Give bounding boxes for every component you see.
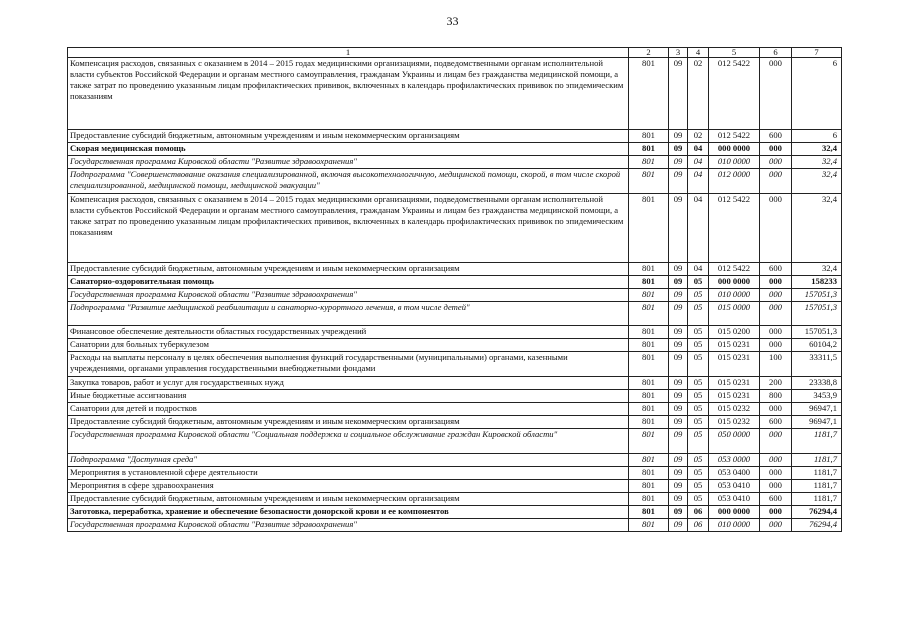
row-code-cell: 000	[760, 58, 792, 130]
row-code-cell: 053 0400	[709, 467, 760, 480]
row-code-cell: 801	[629, 416, 669, 429]
row-code-cell: 1181,7	[792, 429, 842, 454]
row-code-cell: 600	[760, 263, 792, 276]
row-code-cell: 801	[629, 194, 669, 263]
row-code-cell: 09	[669, 403, 688, 416]
row-code-cell: 000 0000	[709, 276, 760, 289]
row-code-cell: 1181,7	[792, 454, 842, 467]
table-row	[68, 429, 842, 454]
row-name-cell: Подпрограмма "Совершенствование оказания специализированной, включая высокотехнологичную, медицинской помощи, скорой, в том числе скорой специализированной, медицинской помощи, медицинской эвакуации"	[68, 169, 629, 194]
row-code-cell: 09	[669, 326, 688, 339]
row-code-cell: 800	[760, 390, 792, 403]
table-row	[68, 58, 842, 130]
row-code-cell: 09	[669, 302, 688, 326]
row-code-cell: 32,4	[792, 263, 842, 276]
table-row	[68, 302, 842, 326]
row-name-cell: Подпрограмма "Доступная среда"	[68, 454, 629, 467]
row-code-cell: 000	[760, 302, 792, 326]
table-row	[68, 390, 842, 403]
row-code-cell: 05	[688, 352, 709, 377]
row-code-cell: 09	[669, 194, 688, 263]
row-name-cell: Скорая медицинская помощь	[68, 143, 629, 156]
row-code-cell: 96947,1	[792, 416, 842, 429]
row-code-cell: 05	[688, 276, 709, 289]
row-code-cell: 015 0231	[709, 352, 760, 377]
row-code-cell: 801	[629, 169, 669, 194]
row-code-cell: 000	[760, 194, 792, 263]
row-name-cell: Государственная программа Кировской области "Социальная поддержка и социальное обслуживание граждан Кировской области"	[68, 429, 629, 454]
row-name-cell: Мероприятия в установленной сфере деятельности	[68, 467, 629, 480]
row-name-cell: Санатории для детей и подростков	[68, 403, 629, 416]
table-row	[68, 263, 842, 276]
budget-table	[67, 47, 842, 532]
row-name-cell: Санаторно-оздоровительная помощь	[68, 276, 629, 289]
row-code-cell: 015 0231	[709, 390, 760, 403]
row-code-cell: 157051,3	[792, 289, 842, 302]
row-code-cell: 09	[669, 480, 688, 493]
row-code-cell: 801	[629, 302, 669, 326]
row-code-cell: 000	[760, 506, 792, 519]
row-name-cell: Заготовка, переработка, хранение и обеспечение безопасности донорской крови и ее компонентов	[68, 506, 629, 519]
row-code-cell: 100	[760, 352, 792, 377]
row-code-cell: 801	[629, 390, 669, 403]
row-code-cell: 801	[629, 352, 669, 377]
row-name-cell: Закупка товаров, работ и услуг для государственных нужд	[68, 377, 629, 390]
row-code-cell: 09	[669, 429, 688, 454]
row-name-cell: Государственная программа Кировской области "Развитие здравоохранения"	[68, 519, 629, 532]
row-code-cell: 23338,8	[792, 377, 842, 390]
row-code-cell: 801	[629, 429, 669, 454]
row-code-cell: 05	[688, 326, 709, 339]
table-row	[68, 130, 842, 143]
row-code-cell: 05	[688, 429, 709, 454]
row-code-cell: 02	[688, 130, 709, 143]
row-code-cell: 09	[669, 130, 688, 143]
row-code-cell: 012 5422	[709, 263, 760, 276]
row-code-cell: 000	[760, 169, 792, 194]
row-code-cell: 09	[669, 156, 688, 169]
row-code-cell: 60104,2	[792, 339, 842, 352]
row-name-cell: Предоставление субсидий бюджетным, автономным учреждениям и иным некоммерческим организациям	[68, 416, 629, 429]
header-cell: 1	[68, 48, 629, 58]
row-code-cell: 09	[669, 390, 688, 403]
row-code-cell: 012 0000	[709, 169, 760, 194]
row-name-cell: Расходы на выплаты персоналу в целях обеспечения выполнения функций государственными (муниципальными) органами, казенными учреждениями, органами управления государственными внебюджетными фондами	[68, 352, 629, 377]
row-code-cell: 015 0200	[709, 326, 760, 339]
table-row	[68, 143, 842, 156]
row-code-cell: 015 0232	[709, 403, 760, 416]
row-code-cell: 6	[792, 58, 842, 130]
row-code-cell: 801	[629, 519, 669, 532]
table-row	[68, 480, 842, 493]
row-code-cell: 09	[669, 506, 688, 519]
row-code-cell: 06	[688, 519, 709, 532]
row-code-cell: 000	[760, 143, 792, 156]
header-cell: 4	[688, 48, 709, 58]
row-code-cell: 012 5422	[709, 194, 760, 263]
header-row	[68, 48, 842, 58]
row-code-cell: 05	[688, 339, 709, 352]
row-code-cell: 000	[760, 289, 792, 302]
row-code-cell: 32,4	[792, 194, 842, 263]
row-code-cell: 32,4	[792, 156, 842, 169]
row-code-cell: 04	[688, 263, 709, 276]
row-code-cell: 09	[669, 263, 688, 276]
row-code-cell: 000 0000	[709, 506, 760, 519]
row-code-cell: 157051,3	[792, 302, 842, 326]
row-code-cell: 801	[629, 130, 669, 143]
row-name-cell: Предоставление субсидий бюджетным, автономным учреждениям и иным некоммерческим организациям	[68, 130, 629, 143]
row-code-cell: 05	[688, 377, 709, 390]
table-row	[68, 493, 842, 506]
row-code-cell: 32,4	[792, 143, 842, 156]
row-code-cell: 801	[629, 493, 669, 506]
row-code-cell: 05	[688, 480, 709, 493]
row-code-cell: 32,4	[792, 169, 842, 194]
row-code-cell: 801	[629, 403, 669, 416]
row-code-cell: 157051,3	[792, 326, 842, 339]
table-row	[68, 506, 842, 519]
row-code-cell: 000	[760, 454, 792, 467]
page-number: 33	[446, 14, 459, 28]
row-code-cell: 015 0000	[709, 302, 760, 326]
row-name-cell: Компенсация расходов, связанных с оказанием в 2014 – 2015 годах медицинскими организациями, подведомственными органам исполнительной власти субъектов Российской Федерации и органам местного самоуправления, гражданам Украины и лицам без гражданства медицинской помощи, а также затрат по проведению указанным лицам профилактических прививок, включенных в календарь профилактических прививок по эпидемическим показаниям	[68, 58, 629, 130]
row-code-cell: 000	[760, 519, 792, 532]
row-code-cell: 05	[688, 467, 709, 480]
row-code-cell: 600	[760, 130, 792, 143]
row-name-cell: Санатории для больных туберкулезом	[68, 339, 629, 352]
header-cell: 5	[709, 48, 760, 58]
row-code-cell: 000	[760, 326, 792, 339]
row-code-cell: 76294,4	[792, 519, 842, 532]
table-row	[68, 467, 842, 480]
row-code-cell: 04	[688, 194, 709, 263]
header-cell: 6	[760, 48, 792, 58]
row-name-cell: Государственная программа Кировской области "Развитие здравоохранения"	[68, 289, 629, 302]
row-code-cell: 801	[629, 143, 669, 156]
row-code-cell: 09	[669, 416, 688, 429]
table-row	[68, 377, 842, 390]
row-code-cell: 000 0000	[709, 143, 760, 156]
row-code-cell: 33311,5	[792, 352, 842, 377]
row-code-cell: 801	[629, 58, 669, 130]
row-name-cell: Компенсация расходов, связанных с оказанием в 2014 – 2015 годах медицинскими организациями, подведомственными органам исполнительной власти субъектов Российской Федерации и органам местного самоуправления, гражданам Украины и лицам без гражданства медицинской помощи, а также затрат по проведению указанным лицам профилактических прививок, включенных в календарь профилактических прививок по эпидемическим показаниям	[68, 194, 629, 263]
row-code-cell: 015 0231	[709, 339, 760, 352]
row-code-cell: 600	[760, 416, 792, 429]
row-name-cell: Иные бюджетные ассигнования	[68, 390, 629, 403]
row-code-cell: 000	[760, 276, 792, 289]
table-row	[68, 289, 842, 302]
row-code-cell: 09	[669, 493, 688, 506]
table-row	[68, 169, 842, 194]
row-code-cell: 053 0410	[709, 480, 760, 493]
row-code-cell: 010 0000	[709, 156, 760, 169]
row-code-cell: 012 5422	[709, 130, 760, 143]
row-code-cell: 600	[760, 493, 792, 506]
row-code-cell: 09	[669, 352, 688, 377]
row-code-cell: 09	[669, 519, 688, 532]
row-code-cell: 050 0000	[709, 429, 760, 454]
row-code-cell: 09	[669, 377, 688, 390]
row-code-cell: 801	[629, 506, 669, 519]
row-code-cell: 000	[760, 156, 792, 169]
row-code-cell: 05	[688, 390, 709, 403]
row-code-cell: 053 0000	[709, 454, 760, 467]
row-code-cell: 200	[760, 377, 792, 390]
row-code-cell: 801	[629, 289, 669, 302]
row-code-cell: 801	[629, 467, 669, 480]
header-cell: 2	[629, 48, 669, 58]
row-code-cell: 015 0231	[709, 377, 760, 390]
row-code-cell: 053 0410	[709, 493, 760, 506]
row-code-cell: 6	[792, 130, 842, 143]
row-code-cell: 012 5422	[709, 58, 760, 130]
table-row	[68, 454, 842, 467]
row-code-cell: 09	[669, 289, 688, 302]
row-code-cell: 801	[629, 454, 669, 467]
row-code-cell: 05	[688, 493, 709, 506]
header-cell: 7	[792, 48, 842, 58]
row-code-cell: 000	[760, 480, 792, 493]
row-code-cell: 000	[760, 403, 792, 416]
row-code-cell: 000	[760, 339, 792, 352]
row-name-cell: Подпрограмма "Развитие медицинской реабилитации и санаторно-курортного лечения, в том числе детей"	[68, 302, 629, 326]
row-code-cell: 1181,7	[792, 467, 842, 480]
table-row	[68, 352, 842, 377]
row-code-cell: 000	[760, 467, 792, 480]
row-code-cell: 05	[688, 289, 709, 302]
row-code-cell: 05	[688, 416, 709, 429]
table-row	[68, 326, 842, 339]
row-code-cell: 801	[629, 480, 669, 493]
table-row	[68, 403, 842, 416]
row-code-cell: 76294,4	[792, 506, 842, 519]
row-code-cell: 05	[688, 403, 709, 416]
row-name-cell: Финансовое обеспечение деятельности областных государственных учреждений	[68, 326, 629, 339]
row-code-cell: 04	[688, 156, 709, 169]
row-code-cell: 96947,1	[792, 403, 842, 416]
header-cell: 3	[669, 48, 688, 58]
row-name-cell: Государственная программа Кировской области "Развитие здравоохранения"	[68, 156, 629, 169]
row-name-cell: Мероприятия в сфере здравоохранения	[68, 480, 629, 493]
row-code-cell: 801	[629, 156, 669, 169]
table-row	[68, 156, 842, 169]
row-code-cell: 02	[688, 58, 709, 130]
table-row	[68, 339, 842, 352]
row-code-cell: 158233	[792, 276, 842, 289]
row-code-cell: 09	[669, 58, 688, 130]
table-row	[68, 519, 842, 532]
table-row	[68, 416, 842, 429]
row-code-cell: 801	[629, 276, 669, 289]
row-code-cell: 09	[669, 276, 688, 289]
row-code-cell: 801	[629, 263, 669, 276]
row-name-cell: Предоставление субсидий бюджетным, автономным учреждениям и иным некоммерческим организациям	[68, 263, 629, 276]
row-code-cell: 801	[629, 377, 669, 390]
table-row	[68, 276, 842, 289]
row-code-cell: 015 0232	[709, 416, 760, 429]
row-code-cell: 000	[760, 429, 792, 454]
row-code-cell: 3453,9	[792, 390, 842, 403]
row-code-cell: 801	[629, 339, 669, 352]
row-code-cell: 801	[629, 326, 669, 339]
row-code-cell: 04	[688, 169, 709, 194]
row-code-cell: 09	[669, 454, 688, 467]
row-code-cell: 1181,7	[792, 493, 842, 506]
row-code-cell: 09	[669, 143, 688, 156]
row-code-cell: 04	[688, 143, 709, 156]
row-code-cell: 09	[669, 467, 688, 480]
row-code-cell: 05	[688, 302, 709, 326]
row-code-cell: 1181,7	[792, 480, 842, 493]
row-code-cell: 09	[669, 169, 688, 194]
row-code-cell: 010 0000	[709, 289, 760, 302]
row-code-cell: 09	[669, 339, 688, 352]
row-name-cell: Предоставление субсидий бюджетным, автономным учреждениям и иным некоммерческим организациям	[68, 493, 629, 506]
row-code-cell: 010 0000	[709, 519, 760, 532]
row-code-cell: 05	[688, 454, 709, 467]
table-row	[68, 194, 842, 263]
row-code-cell: 06	[688, 506, 709, 519]
